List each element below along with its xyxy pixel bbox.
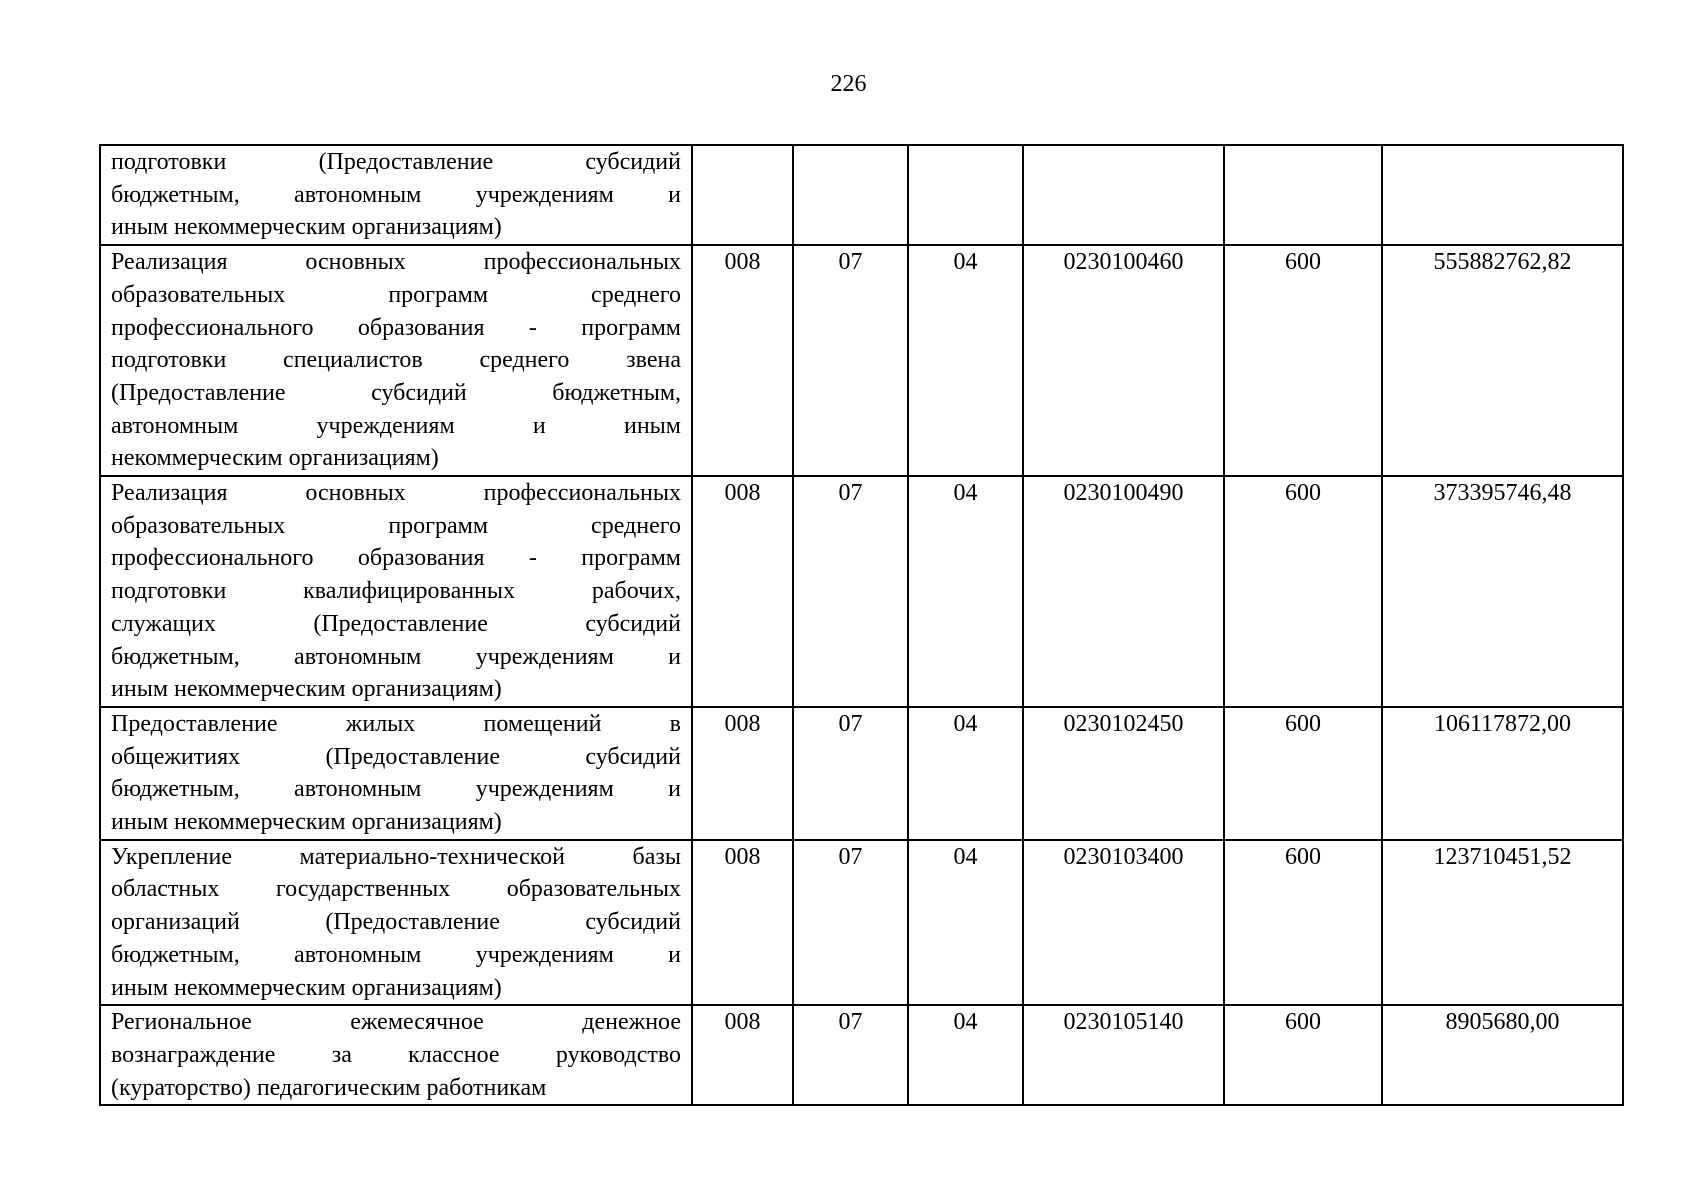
ministry-code-cell: 008 (692, 476, 793, 707)
description-line: Региональное ежемесячное денежное (111, 1009, 681, 1036)
description-line: подготовки специалистов среднего звена (111, 347, 681, 374)
target-article-cell: 0230100460 (1023, 245, 1224, 476)
subsection-code-cell: 04 (908, 245, 1023, 476)
target-article-cell: 0230102450 (1023, 707, 1224, 840)
expense-description-cell (100, 1005, 692, 1105)
subsection-code-cell: 04 (908, 1005, 1023, 1105)
expense-type-cell: 600 (1224, 245, 1382, 476)
expense-description-cell (100, 476, 692, 707)
description-line: профессионального образования - программ (111, 545, 681, 572)
expense-description-cell (100, 840, 692, 1006)
amount-cell: 373395746,48 (1382, 476, 1623, 707)
subsection-code-cell: 04 (908, 707, 1023, 840)
section-code-cell: 07 (793, 245, 908, 476)
table-row (100, 1005, 1623, 1105)
page-number: 226 (830, 71, 867, 97)
expense-type-cell: 600 (1224, 707, 1382, 840)
section-code-cell: 07 (793, 1005, 908, 1105)
expense-type-cell (1224, 145, 1382, 245)
ministry-code-cell: 008 (692, 840, 793, 1006)
description-line: некоммерческим организациям) (111, 445, 439, 472)
section-code-cell (793, 145, 908, 245)
description-line: бюджетным, автономным учреждениям и (111, 776, 681, 803)
table-row (100, 245, 1623, 476)
amount-cell: 123710451,52 (1382, 840, 1623, 1006)
description-line: общежитиях (Предоставление субсидий (111, 743, 681, 770)
table-body (100, 145, 1623, 1105)
target-article-cell (1023, 145, 1224, 245)
expense-type-cell: 600 (1224, 1005, 1382, 1105)
description-line: организаций (Предоставление субсидий (111, 909, 681, 936)
description-line: иным некоммерческим организациям) (111, 676, 502, 703)
description-line: Предоставление жилых помещений в (111, 710, 681, 737)
description-line: автономным учреждениям и иным (111, 412, 681, 439)
section-code-cell: 07 (793, 476, 908, 707)
description-line: областных государственных образовательных (111, 876, 681, 903)
expense-description-cell (100, 245, 692, 476)
target-article-cell: 0230103400 (1023, 840, 1224, 1006)
section-code-cell: 07 (793, 840, 908, 1006)
description-line: Реализация основных профессиональных (111, 480, 681, 507)
description-line: подготовки квалифицированных рабочих, (111, 578, 681, 605)
description-line: Укрепление материально-технической базы (111, 843, 681, 870)
amount-cell: 106117872,00 (1382, 707, 1623, 840)
description-line: (кураторство) педагогическим работникам (111, 1074, 547, 1101)
amount-cell: 555882762,82 (1382, 245, 1623, 476)
expense-description-cell (100, 145, 692, 245)
target-article-cell: 0230105140 (1023, 1005, 1224, 1105)
expense-type-cell: 600 (1224, 476, 1382, 707)
description-line: служащих (Предоставление субсидий (111, 610, 681, 637)
budget-table (99, 144, 1624, 1106)
description-line: (Предоставление субсидий бюджетным, (111, 379, 681, 406)
description-line: бюджетным, автономным учреждениям и (111, 643, 681, 670)
ministry-code-cell: 008 (692, 1005, 793, 1105)
ministry-code-cell (692, 145, 793, 245)
description-line: образовательных программ среднего (111, 281, 681, 308)
subsection-code-cell (908, 145, 1023, 245)
expense-description-cell (100, 707, 692, 840)
subsection-code-cell: 04 (908, 476, 1023, 707)
description-line: бюджетным, автономным учреждениям и (111, 181, 681, 208)
target-article-cell: 0230100490 (1023, 476, 1224, 707)
description-line: Реализация основных профессиональных (111, 249, 681, 276)
table-row (100, 145, 1623, 245)
description-line: профессионального образования - программ (111, 314, 681, 341)
expense-type-cell: 600 (1224, 840, 1382, 1006)
description-line: иным некоммерческим организациям) (111, 214, 502, 241)
description-line: бюджетным, автономным учреждениям и (111, 941, 681, 968)
section-code-cell: 07 (793, 707, 908, 840)
description-line: вознаграждение за классное руководство (111, 1041, 681, 1068)
description-line: иным некоммерческим организациям) (111, 809, 502, 836)
table-row (100, 840, 1623, 1006)
amount-cell (1382, 145, 1623, 245)
amount-cell: 8905680,00 (1382, 1005, 1623, 1105)
table-row (100, 707, 1623, 840)
ministry-code-cell: 008 (692, 245, 793, 476)
description-line: образовательных программ среднего (111, 512, 681, 539)
description-line: иным некоммерческим организациям) (111, 974, 502, 1001)
table-row (100, 476, 1623, 707)
description-line: подготовки (Предоставление субсидий (111, 149, 681, 175)
subsection-code-cell: 04 (908, 840, 1023, 1006)
ministry-code-cell: 008 (692, 707, 793, 840)
